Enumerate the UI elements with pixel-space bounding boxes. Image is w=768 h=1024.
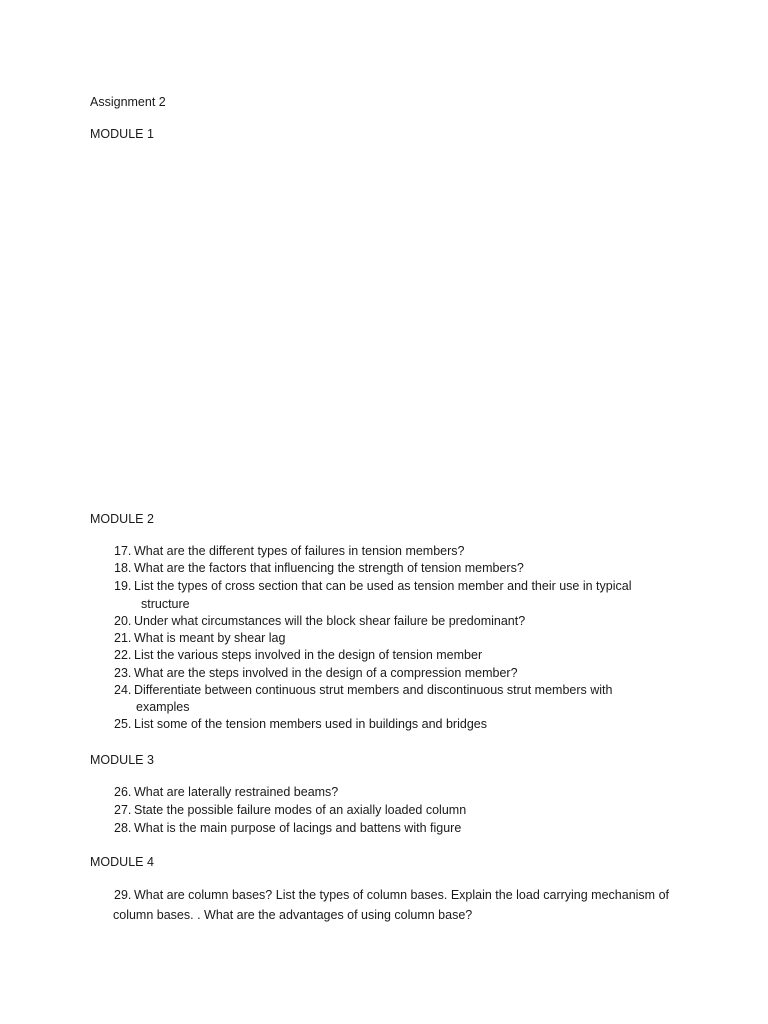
question-number: 20. [114,614,132,628]
question-text: Differentiate between continuous strut members and discontinuous strut members with [134,683,613,697]
question-number: 29. [114,888,132,902]
question-19 [114,578,632,595]
assignment-title: Assignment 2 [90,95,166,109]
module-4-heading: MODULE 4 [90,855,154,869]
question-text: What are the different types of failures in tension members? [134,544,465,558]
module-3-heading: MODULE 3 [90,753,154,767]
question-text: What are the steps involved in the design of a compression member? [134,666,518,680]
question-number: 23. [114,666,132,680]
question-23 [114,665,518,682]
module-2-heading: MODULE 2 [90,512,154,526]
question-number: 28. [114,821,132,835]
question-number: 24. [114,683,132,697]
question-text: State the possible failure modes of an axially loaded column [134,803,467,817]
question-text: Under what circumstances will the block shear failure be predominant? [134,614,526,628]
question-29-continuation: column bases. . What are the advantages of using column base? [113,908,473,922]
question-number: 26. [114,785,132,799]
question-27 [114,802,466,819]
question-text: List the various steps involved in the design of tension member [134,648,483,662]
question-24-continuation: examples [136,700,190,714]
question-number: 17. [114,544,132,558]
question-number: 19. [114,579,132,593]
question-number: 27. [114,803,132,817]
question-text: What are the factors that influencing the strength of tension members? [134,561,524,575]
question-number: 22. [114,648,132,662]
question-21 [114,630,285,647]
question-number: 25. [114,717,132,731]
question-17 [114,543,465,560]
question-18 [114,560,524,577]
question-20 [114,613,525,630]
question-25 [114,716,487,733]
question-19-continuation: structure [141,597,190,611]
question-text: What are laterally restrained beams? [134,785,339,799]
question-text: What is meant by shear lag [134,631,286,645]
question-22 [114,647,482,664]
question-number: 18. [114,561,132,575]
question-text: What are column bases? List the types of column bases. Explain the load carrying mechanism of [134,888,669,902]
question-text: List some of the tension members used in buildings and bridges [134,717,487,731]
question-text: What is the main purpose of lacings and battens with figure [134,821,462,835]
question-24 [114,682,612,699]
question-number: 21. [114,631,132,645]
question-28 [114,820,461,837]
question-29 [114,887,669,904]
module-1-heading: MODULE 1 [90,127,154,141]
question-text: List the types of cross section that can be used as tension member and their use in typical [134,579,632,593]
question-26 [114,784,338,801]
